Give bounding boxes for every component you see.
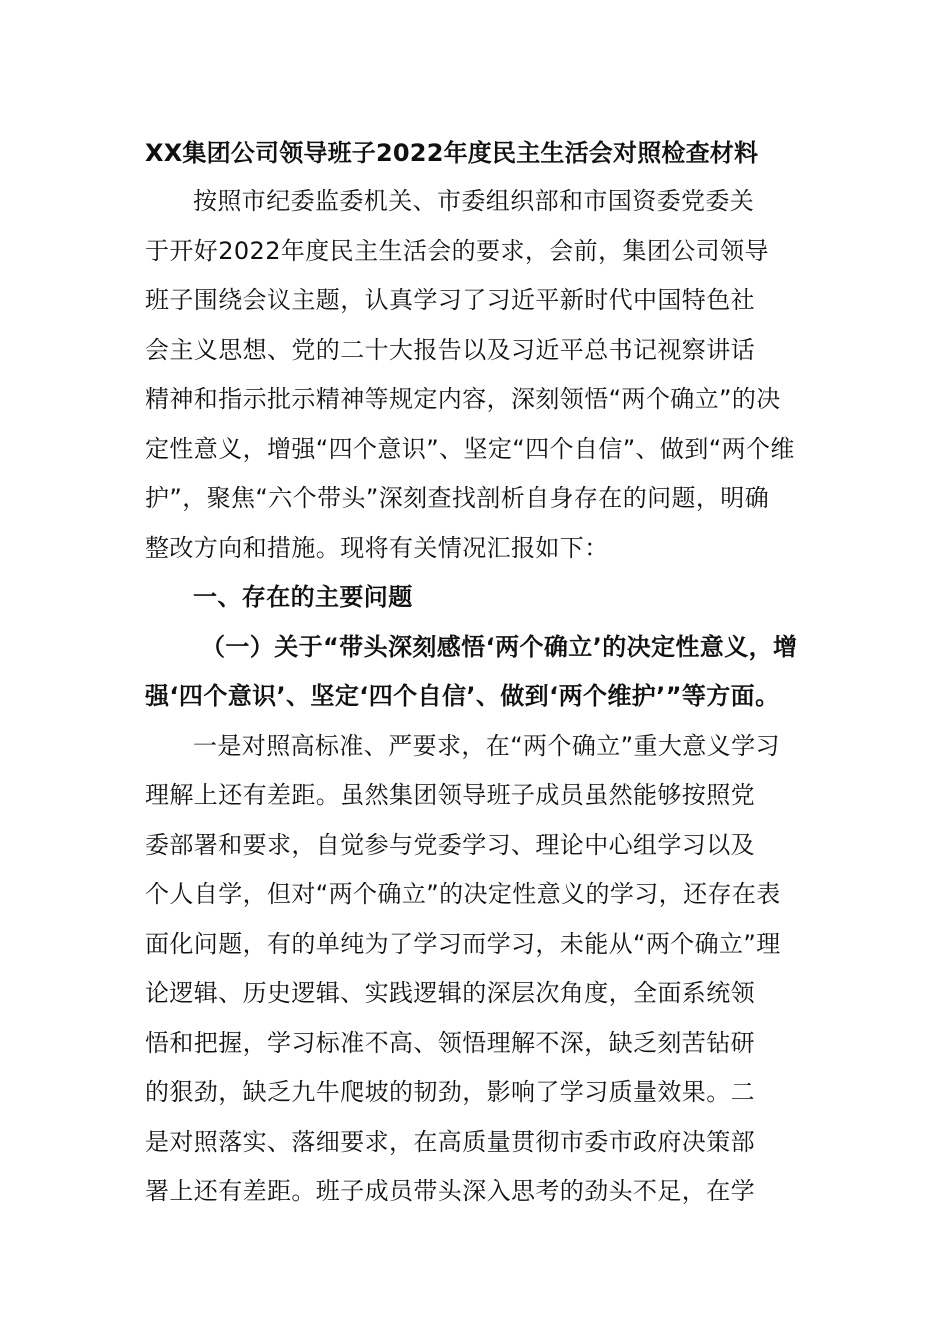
intro-line: 精神和指示批示精神等规定内容，深刻领悟“两个确立”的决	[145, 385, 781, 413]
intro-line: 于开好2022年度民主生活会的要求，会前，集团公司领导	[145, 236, 769, 265]
document-title: XX集团公司领导班子2022年度民主生活会对照检查材料	[145, 139, 759, 167]
subsection-heading-line: 强‘四个意识’、坚定‘四个自信’、做到‘两个维护’”等方面。	[145, 682, 780, 710]
body-line: 论逻辑、历史逻辑、实践逻辑的深层次角度，全面系统领	[145, 979, 755, 1007]
intro-line: 护”，聚焦“六个带头”深刻查找剖析自身存在的问题，明确	[145, 484, 770, 512]
body-line: 理解上还有差距。虽然集团领导班子成员虽然能够按照党	[145, 781, 755, 809]
body-line: 的狠劲，缺乏九牛爬坡的韧劲，影响了学习质量效果。二	[145, 1078, 755, 1106]
document-body	[145, 129, 807, 1217]
body-line: 是对照落实、落细要求，在高质量贯彻市委市政府决策部	[145, 1127, 755, 1156]
body-line: 委部署和要求，自觉参与党委学习、理论中心组学习以及	[145, 830, 755, 859]
body-line: 悟和把握，学习标准不高、领悟理解不深，缺乏刻苦钻研	[145, 1028, 755, 1057]
body-line: 一是对照高标准、严要求，在“两个确立”重大意义学习	[193, 731, 780, 760]
body-line: 面化问题，有的单纯为了学习而学习，未能从“两个确立”理	[145, 929, 781, 958]
section-heading: 一、存在的主要问题	[193, 583, 413, 611]
intro-line: 整改方向和措施。现将有关情况汇报如下：	[145, 533, 609, 562]
intro-line: 会主义思想、党的二十大报告以及习近平总书记视察讲话	[145, 335, 755, 364]
intro-line: 班子围绕会议主题，认真学习了习近平新时代中国特色社	[145, 286, 755, 314]
intro-line: 定性意义，增强“四个意识”、坚定“四个自信”、做到“两个维	[145, 434, 795, 463]
intro-line: 按照市纪委监委机关、市委组织部和市国资委党委关	[193, 187, 755, 215]
body-line: 署上还有差距。班子成员带头深入思考的劲头不足，在学	[145, 1177, 755, 1205]
subsection-heading-line: （一）关于“带头深刻感悟‘两个确立’的决定性意义，增	[201, 632, 798, 661]
body-line: 个人自学，但对“两个确立”的决定性意义的学习，还存在表	[145, 880, 781, 908]
